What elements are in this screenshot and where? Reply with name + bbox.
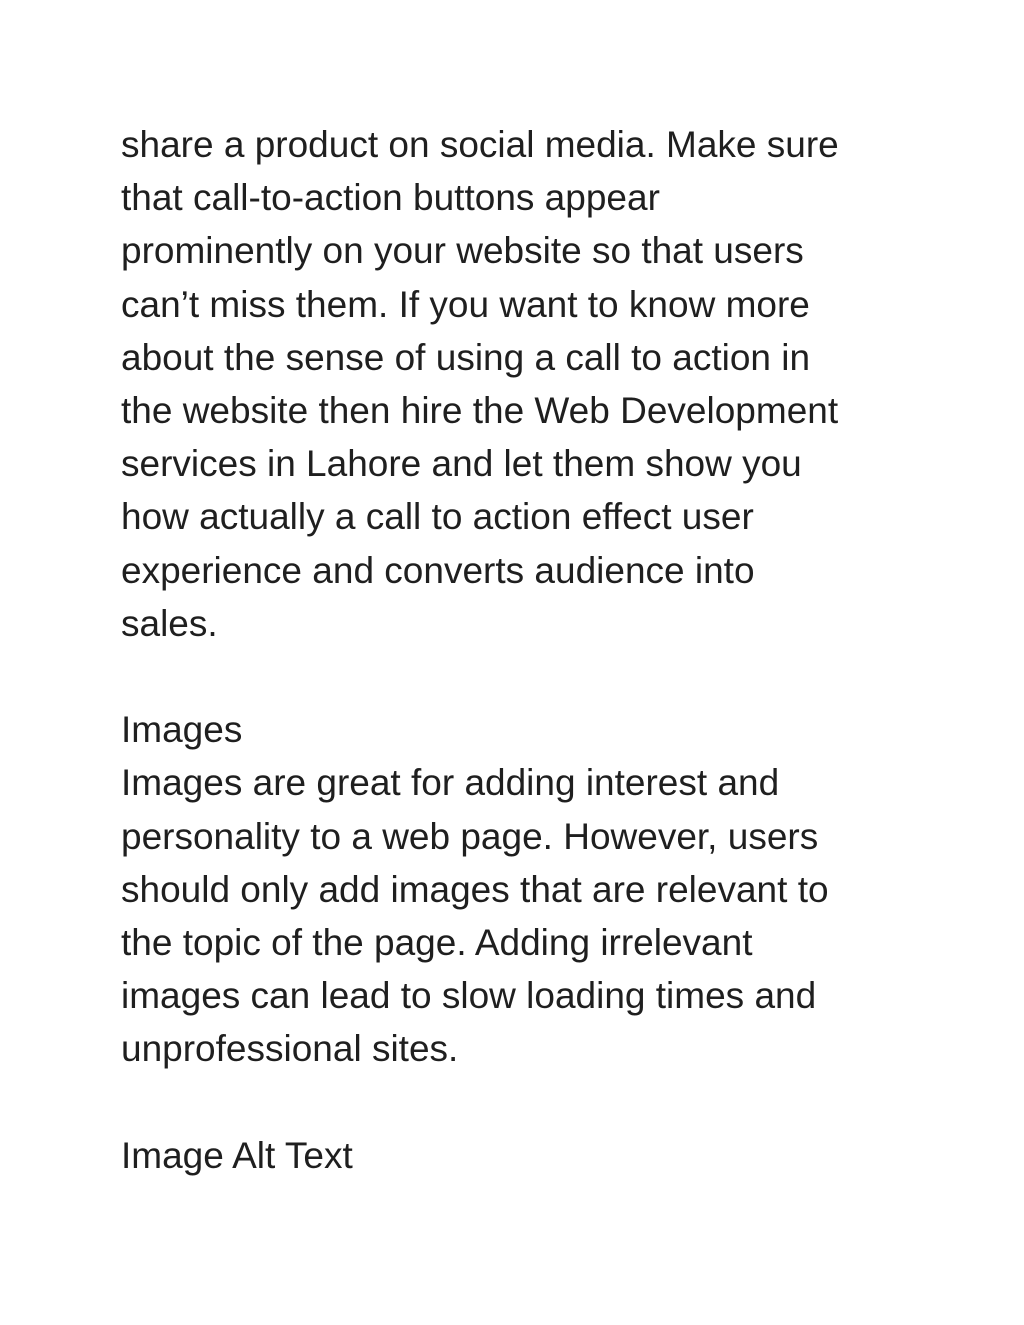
text-line: about the sense of using a call to action in (121, 336, 811, 378)
text-line: the website then hire the Web Development (121, 390, 839, 432)
paragraph-spacer (121, 1076, 921, 1129)
text-line: that call-to-action buttons appear (121, 177, 660, 219)
text-line: images can lead to slow loading times and (121, 975, 817, 1017)
paragraph-images (121, 756, 921, 1075)
text-line: can’t miss them. If you want to know more (121, 283, 810, 325)
text-line: unprofessional sites. (121, 1028, 459, 1070)
section-heading-alt-text: Image Alt Text (121, 1134, 353, 1176)
text-line: the topic of the page. Adding irrelevant (121, 922, 753, 964)
text-line: share a product on social media. Make sure (121, 124, 839, 165)
text-line: how actually a call to action effect user (121, 496, 754, 538)
section-heading-images: Images (121, 709, 243, 751)
text-line: experience and converts audience into (121, 549, 755, 591)
text-line: personality to a web page. However, users (121, 815, 819, 857)
text-line: sales. (121, 602, 218, 644)
paragraph-spacer (121, 650, 921, 703)
document-page (121, 118, 921, 1182)
text-line: prominently on your website so that users (121, 230, 804, 272)
text-line: should only add images that are relevant to (121, 868, 829, 910)
paragraph-cta (121, 118, 921, 650)
text-line: services in Lahore and let them show you (121, 443, 802, 485)
text-line: Images are great for adding interest and (121, 762, 780, 804)
